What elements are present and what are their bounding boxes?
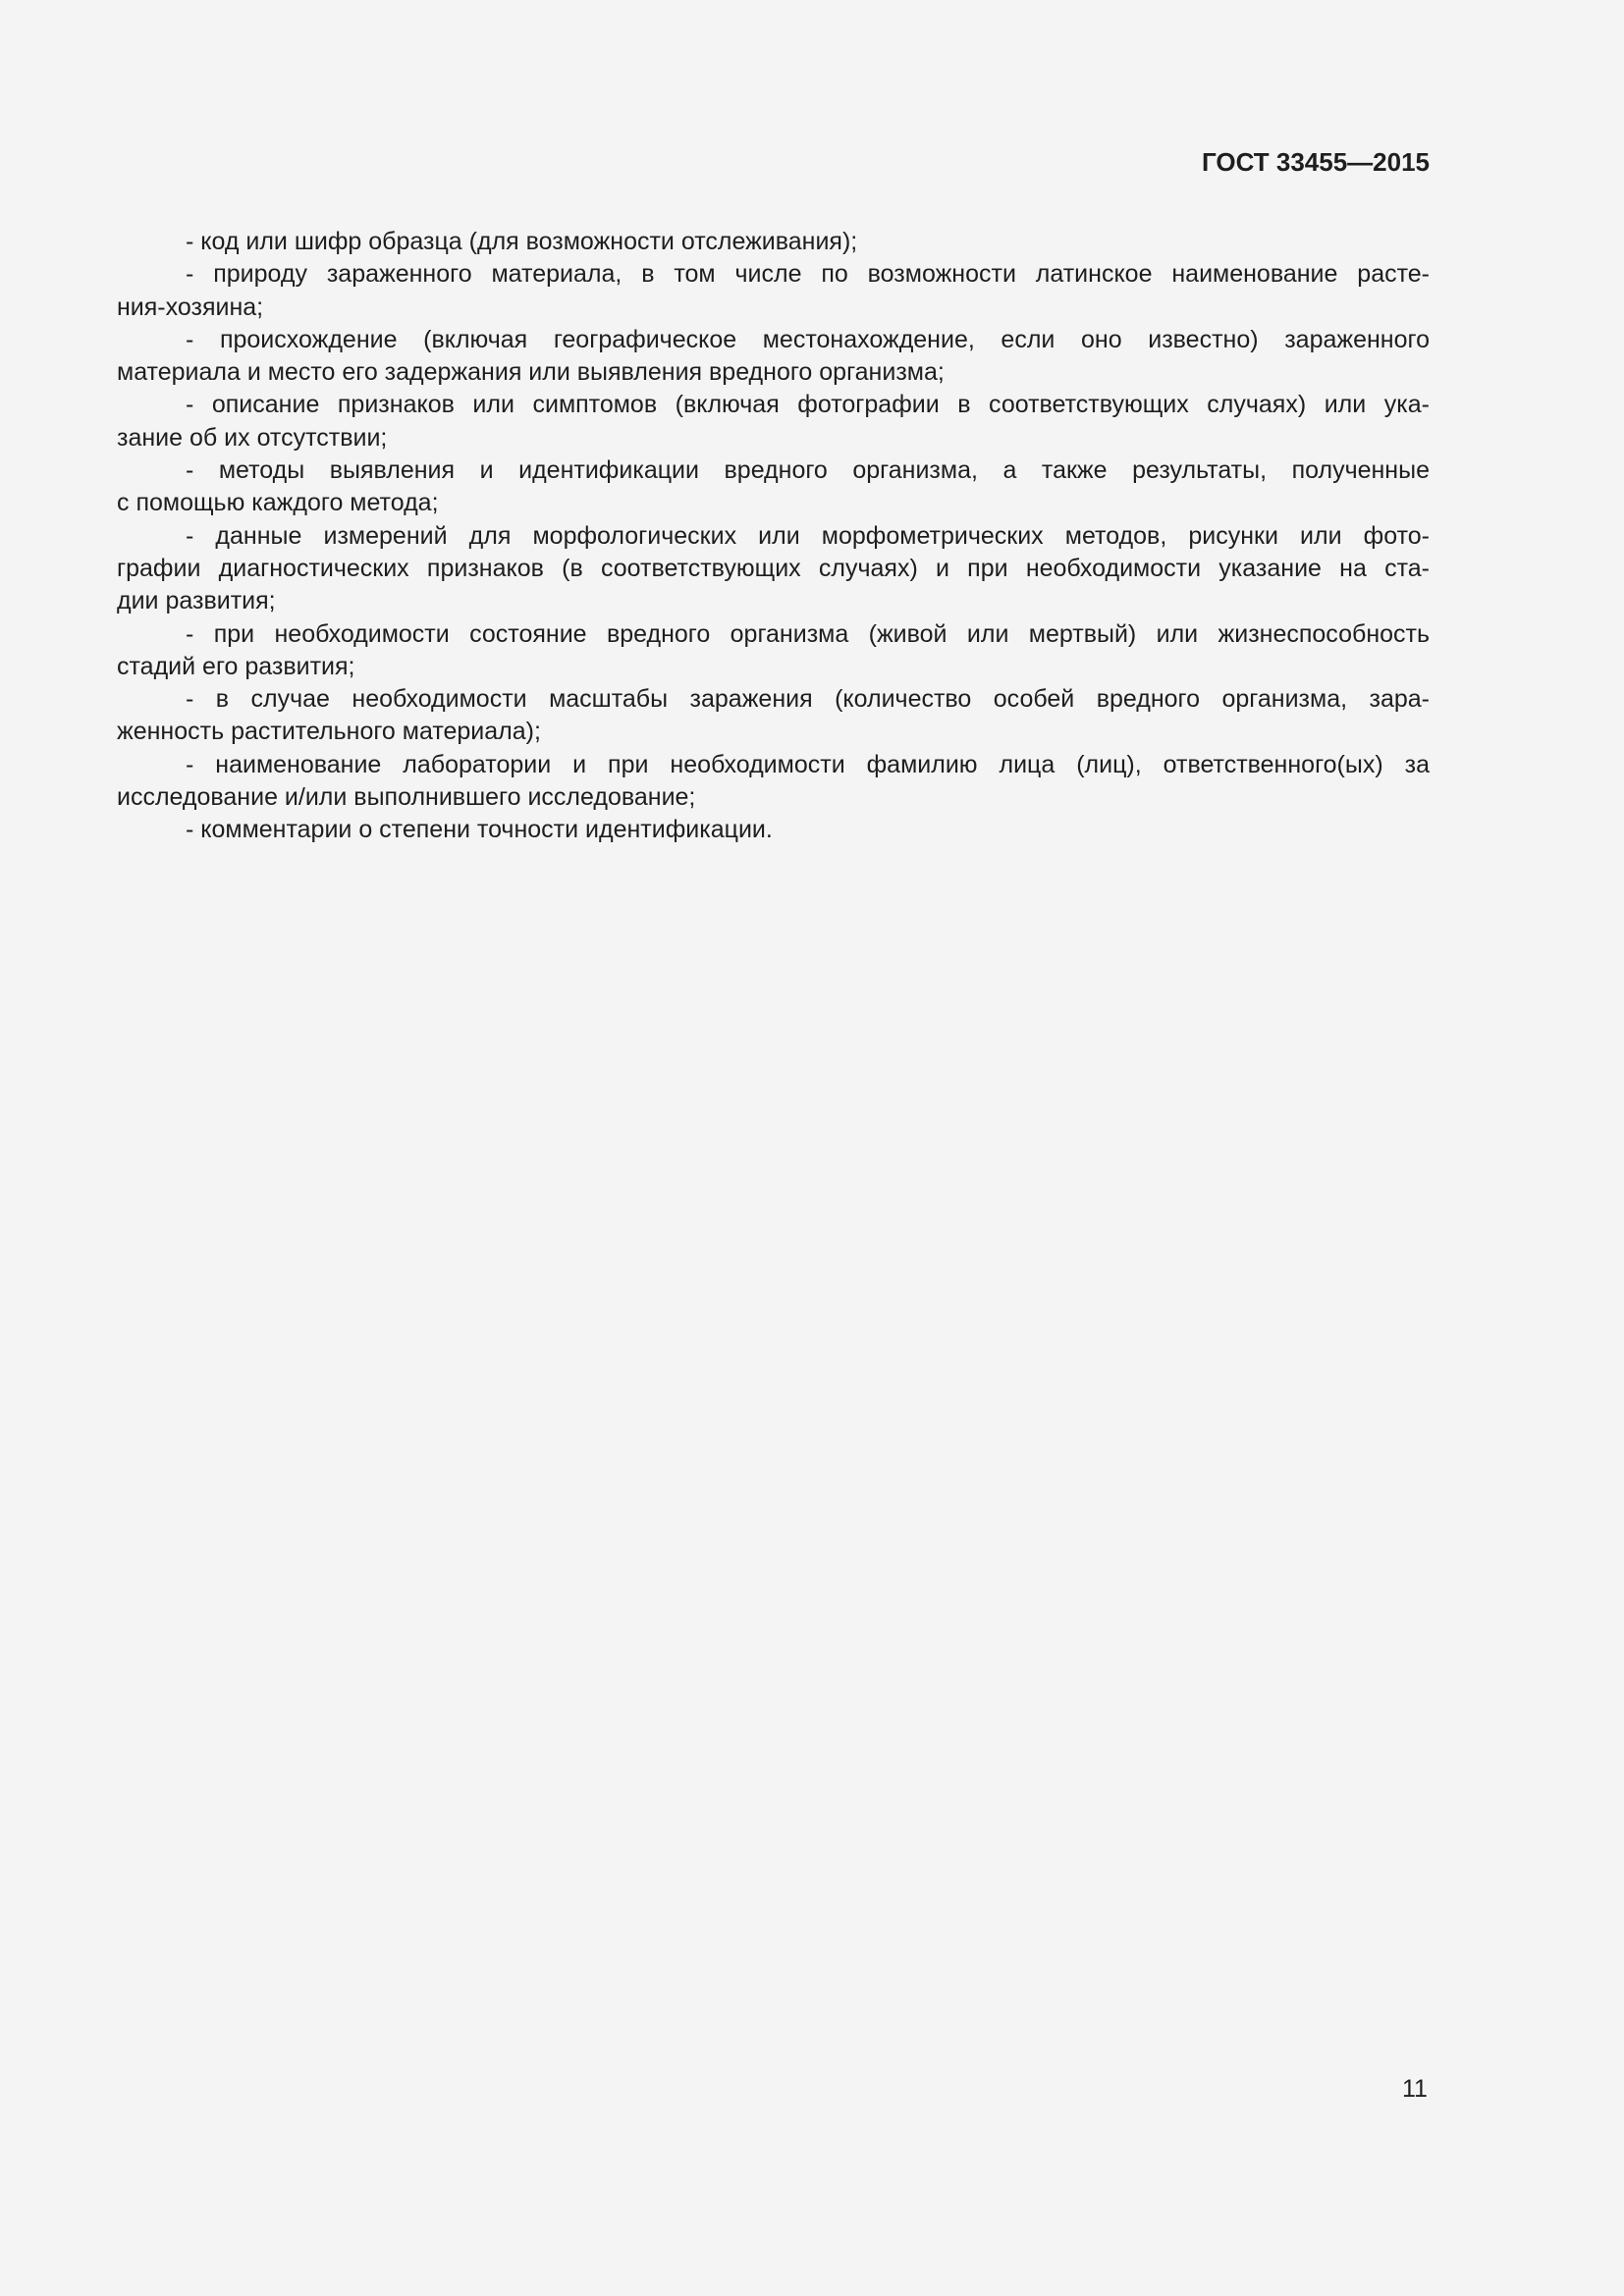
list-item xyxy=(117,520,1430,618)
list-item-line: - природу зараженного материала, в том числе по возможности латинское наименование расте- xyxy=(186,260,1430,289)
list-item-line: - описание признаков или симптомов (включая фотографии в соответствующих случаях) или ука- xyxy=(186,391,1430,419)
list-item-line: исследование и/или выполнившего исследование; xyxy=(117,783,696,812)
list-item-line: - в случае необходимости масштабы заражения (количество особей вредного организма, зара- xyxy=(186,685,1430,714)
list-item-line: - наименование лаборатории и при необходимости фамилию лица (лиц), ответственного(ых) за xyxy=(186,750,1430,778)
list-item-line: женность растительного материала); xyxy=(117,718,541,746)
list-item xyxy=(117,226,1430,258)
list-item-line: с помощью каждого метода; xyxy=(117,489,439,517)
list-item-line: графии диагностических признаков (в соответствующих случаях) и при необходимости указание на ста- xyxy=(117,554,1430,582)
list-item xyxy=(117,749,1430,815)
list-item-line: - при необходимости состояние вредного организма (живой или мертвый) или жизнеспособность xyxy=(186,619,1430,648)
list-item-line: - методы выявления и идентификации вредного организма, а также результаты, полученные xyxy=(186,456,1430,485)
list-item-line: - код или шифр образца (для возможности отслеживания); xyxy=(186,228,858,255)
list-item xyxy=(117,389,1430,454)
document-body xyxy=(117,226,1430,847)
list-item-line: стадий его развития; xyxy=(117,652,355,680)
list-item-line: дии развития; xyxy=(117,587,276,615)
list-item-line: - данные измерений для морфологических или морфометрических методов, рисунки или фото- xyxy=(186,521,1430,550)
document-code-header: ГОСТ 33455—2015 xyxy=(1202,147,1430,177)
list-item-line: - происхождение (включая географическое местонахождение, если оно известно) зараженного xyxy=(186,325,1430,353)
list-item-line: материала и место его задержания или выявления вредного организма; xyxy=(117,358,945,387)
list-item xyxy=(117,683,1430,749)
list-item xyxy=(117,258,1430,324)
list-item xyxy=(117,814,1430,846)
list-item-line: зание об их отсутствии; xyxy=(117,423,388,452)
list-item xyxy=(117,324,1430,390)
list-item xyxy=(117,454,1430,520)
list-item-line: - комментарии о степени точности идентификации. xyxy=(186,816,773,844)
list-item xyxy=(117,618,1430,684)
list-item-line: ния-хозяина; xyxy=(117,293,264,321)
page-number: 11 xyxy=(1402,2075,1428,2103)
